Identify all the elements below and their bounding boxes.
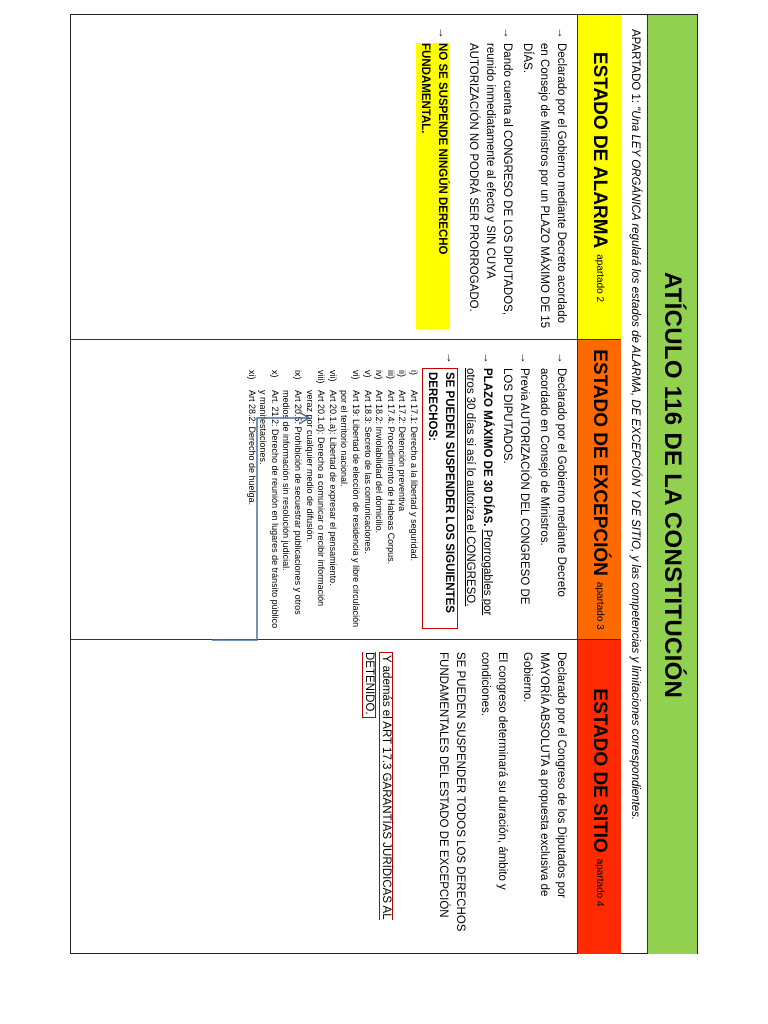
right-item xyxy=(396,370,408,629)
right-number: xi) xyxy=(246,370,257,380)
right-text: Art 17.1: Derecho a la libertad y seguridad. xyxy=(409,390,419,562)
right-number: v) xyxy=(362,370,373,378)
alarma-item-text: Dando cuenta al CONGRESO DE LOS DIPUTADOS, reunido inmediatamente al efecto y SIN CUYA AUTORIZACIÓN NO PODRÁ SER PRORROGADO. xyxy=(467,43,513,316)
heading-alarma-tag: apartado 2 xyxy=(594,254,605,303)
right-text: Art 19: Libertad de elección de residencia y libre circulación por el territorio nacional. xyxy=(339,390,362,628)
excepcion-item-text: Previa AUTORIZACIÓN DEL CONGRESO DE LOS DIPUTADOS. xyxy=(501,368,530,605)
excepcion-item-text xyxy=(461,368,495,629)
column-excepcion xyxy=(70,340,621,640)
excepcion-item xyxy=(461,352,495,629)
right-item xyxy=(326,370,338,629)
alarma-item xyxy=(464,27,515,329)
heading-sitio-tag: apartado 4 xyxy=(594,858,605,907)
heading-excepcion-text: ESTADO DE EXCEPCIÓN xyxy=(589,349,611,576)
right-text: Art 20.5: Prohibición de secuestrar publicaciones y otros medios de información sin resolución judicial. xyxy=(281,390,304,615)
right-item xyxy=(338,370,361,629)
right-item xyxy=(361,370,373,629)
arrow-icon: → xyxy=(501,27,513,39)
rotated-sheet xyxy=(70,14,698,954)
heading-excepcion-tag: apartado 3 xyxy=(594,581,605,630)
suspend-rights-title: SE PUEDEN SUSPENDER LOS SIGUIENTES DERECHOS: xyxy=(422,368,458,629)
connector-arrow-icon xyxy=(197,410,317,650)
alarma-item-text: Declarado por el Gobierno mediante Decreto acordado en Consejo de Ministros por un PLAZO MÁXIMO DE 15 DÍAS. xyxy=(521,43,567,329)
right-item xyxy=(373,370,385,629)
right-number: i) xyxy=(409,370,419,375)
right-number: iv) xyxy=(374,370,385,380)
column-sitio xyxy=(70,640,621,954)
document xyxy=(70,14,698,954)
right-number: ii) xyxy=(397,370,408,377)
right-number: viii) xyxy=(316,370,327,384)
right-number: x) xyxy=(269,370,280,378)
subtitle xyxy=(623,15,647,954)
heading-sitio-text: ESTADO DE SITIO xyxy=(589,688,611,853)
arrow-icon: → xyxy=(555,27,567,39)
alarma-item xyxy=(416,27,450,329)
sitio-text: Declarado por el Congreso de los Diputados por MAYORÍA ABSOLUTA a propuesta exclusiva de Gobierno. xyxy=(521,652,567,899)
alarma-item-text: NO SE SUSPENDE NINGÚN DERECHO FUNDAMENTAL. xyxy=(416,43,450,329)
right-item xyxy=(407,370,419,629)
sitio-extra-text: Y además el ART 17.3 GARANTÍAS JURÍDICAS AL DETENIDO. xyxy=(363,652,392,920)
right-number: vii) xyxy=(327,370,338,382)
plazo-text: PLAZO MÁXIMO DE 30 DÍAS. xyxy=(481,368,493,527)
prorroga-text: Prorrogables por otros 30 días si así lo autoriza el CONGRESO. xyxy=(464,368,493,616)
right-item xyxy=(384,370,396,629)
right-number: ix) xyxy=(293,370,304,380)
arrow-icon: → xyxy=(518,352,530,364)
heading-alarma xyxy=(577,15,621,339)
right-text: Art 28.2: Derecho de huelga. xyxy=(246,390,257,506)
arrow-icon: → xyxy=(444,352,456,364)
heading-alarma-text: ESTADO DE ALARMA xyxy=(589,51,611,249)
sitio-body xyxy=(360,640,577,954)
right-number: vi) xyxy=(351,370,362,380)
arrow-icon: → xyxy=(481,352,493,364)
excepcion-item xyxy=(498,352,532,629)
column-alarma xyxy=(70,15,621,340)
right-text: Art 17.2: Detención preventiva xyxy=(397,390,408,512)
alarma-item xyxy=(518,27,569,329)
page-title: ATÍCULO 116 DE LA CONSTITUCIÓN xyxy=(647,15,697,954)
sitio-text: El congreso determinará su duración, ámbito y condiciones. xyxy=(479,652,508,890)
heading-excepcion xyxy=(577,340,621,639)
right-text: Art 20.1.d): Derecho a comunicar o recibir información veraz por cualquier medio de difusión. xyxy=(304,390,327,607)
subtitle-text: "Una LEY ORGÁNICA regulará los estados de ALARMA, DE EXCEPCIÓN Y DE SITIO, y las competencias y limitaciones correspondientes. xyxy=(629,106,641,821)
arrow-icon: → xyxy=(436,27,448,39)
right-text: Art 18.3: Secreto de las comunicaciones. xyxy=(362,390,373,554)
arrow-icon: → xyxy=(555,352,567,364)
sitio-extra xyxy=(360,652,394,945)
excepcion-item xyxy=(422,352,458,629)
heading-sitio xyxy=(577,640,621,954)
excepcion-item xyxy=(535,352,569,629)
right-number: iii) xyxy=(385,370,396,379)
right-text: Art 20.1.a): Libertad de expresar el pensamiento. xyxy=(327,390,338,586)
right-text: Art 17.4: Procedimiento de Habeas Corpus. xyxy=(385,390,396,565)
sitio-text: SE PUEDEN SUSPENDER TODOS LOS DERECHOS FUNDAMENTALES DEL ESTADO DE EXCEPCIÓN xyxy=(437,652,466,932)
alarma-body xyxy=(416,15,577,339)
excepcion-item-text: Declarado por el Gobierno mediante Decreto acordado en Consejo de Ministros. xyxy=(538,368,567,597)
subtitle-prefix: APARTADO 1: xyxy=(629,29,641,104)
right-text: Art. 21.2: Derecho de reunión en lugares de tránsito público y manifestaciones. xyxy=(258,390,280,629)
right-text: Art 18.2: Inviolabilidad del domicilio. xyxy=(374,390,385,534)
